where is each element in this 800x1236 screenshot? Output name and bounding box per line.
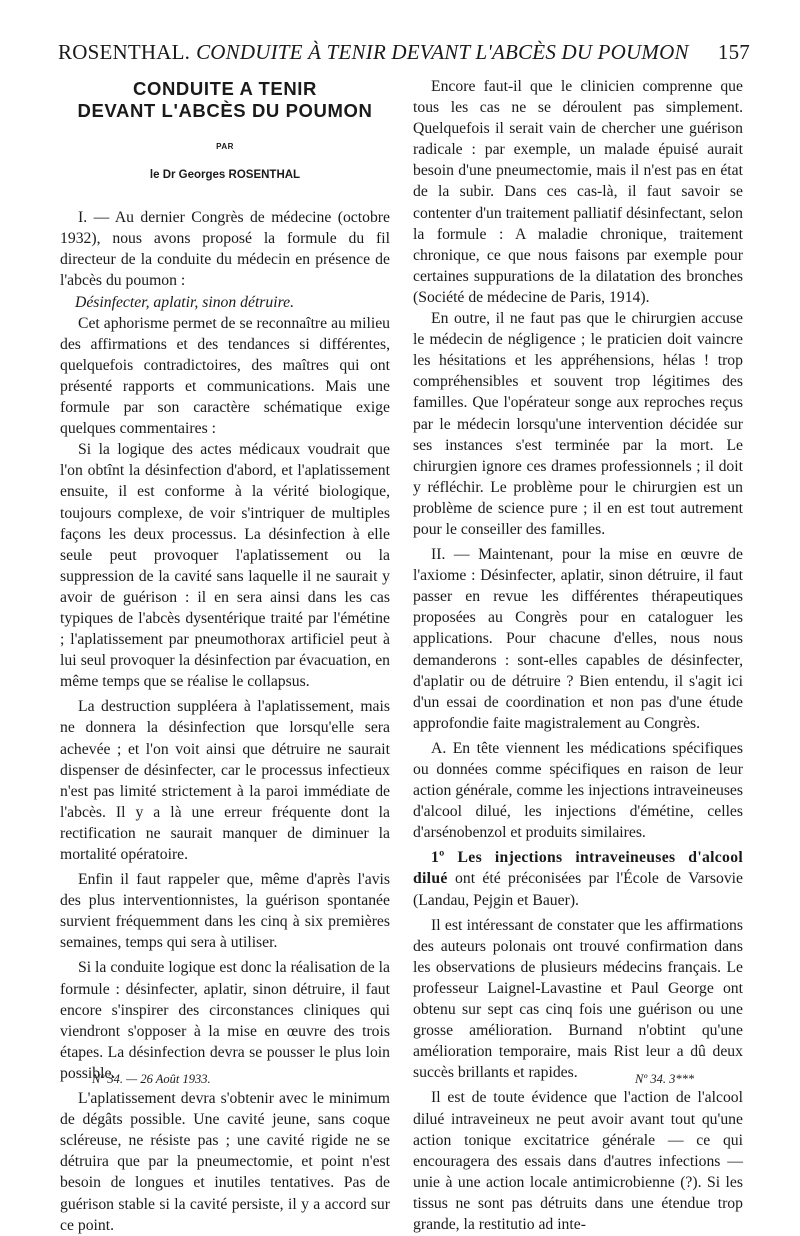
paragraph-text: ont été préconisées par l'École de Varsovie (Landau, Pejgin et Bauer). xyxy=(413,870,743,909)
footer-issue-date: Nº 34. — 26 Août 1933. xyxy=(92,1072,211,1086)
article-title-line-2: DEVANT L'ABCÈS DU POUMON xyxy=(77,100,373,121)
running-head-title: CONDUITE À TENIR DEVANT L'ABCÈS DU POUMON xyxy=(196,40,689,64)
article-title-line-1: CONDUITE A TENIR xyxy=(133,78,317,99)
paragraph: Enfin il faut rappeler que, même d'après l'avis des plus interventionnistes, la guérison spontanée survient fréquemment dans les cinq à six premières semaines, temps qui sera à utiliser. xyxy=(60,871,390,952)
paragraph: L'aplatissement devra s'obtenir avec le minimum de dégâts possible. Une cavité jeune, sans coque scléreuse, ne résiste pas ; une cavité rigide ne se détruira que par la pneumectomie, et point n'est besoin de longues et inutiles tentatives. Pas de guérison stable si la cavité persiste, il y a accord sur ce point. xyxy=(60,1090,390,1234)
running-head-author: ROSENTHAL. xyxy=(58,40,191,64)
running-head xyxy=(58,40,750,76)
article-title xyxy=(60,78,390,122)
page-number: 157 xyxy=(717,40,750,64)
paragraph: Cet aphorisme permet de se reconnaître au milieu des affirmations et des tendances si différentes, quelquefois contradictoires, des maîtres qui ont présenté rapports et communications. Mais une formule par son caractère schématique exige quelques commentaires : xyxy=(60,314,390,438)
paragraph: Il est intéressant de constater que les affirmations des auteurs polonais ont trouvé confirmation dans les observations de plusieurs médecins français. Le professeur Laignel-Lavastine et Paul George ont obtenu sur sept cas cinq fois une guérison ou une grosse amélioration. Burnand n'obtint qu'une amélioration temporaire, mais Rist leur a dû deux succès brillants et rapides. xyxy=(413,916,743,1082)
subsection-heading: 1º Les injections intraveineuses d'alcool dilué xyxy=(413,849,743,888)
paragraph: II. — Maintenant, pour la mise en œuvre de l'axiome : Désinfecter, aplatir, sinon détruire, il faut passer en revue les différentes thérapeutiques proposées au Congrès pour en cataloguer les applications. Pour chacune d'elles, nous nous demanderons : sont-elles capables de désinfecter, d'aplatir ou de détruire ? Bien entendu, il s'agit ici d'un essai de coordination et non pas d'une étude approfondie faite magistralement au Congrès. xyxy=(413,546,743,732)
formula-motto: Désinfecter, aplatir, sinon détruire. xyxy=(75,293,295,311)
paragraph: Si la logique des actes médicaux voudrait que l'on obtînt la désinfection d'abord, et l'aplatissement ensuite, il est conforme à la vérité biologique, toujours complexe, de voir s'intriquer de multiples façons les deux processus. La désinfection à elle seule peut provoquer l'aplatissement ou la suppression de la cavité sans laquelle il ne saurait y avoir de guérison : il en sera ainsi dans les cas typiques de l'abcès dysentérique traité par l'émétine ; l'aplatissement par pneumothorax artificiel peut à lui seul provoquer la désinfection par évacuation, en même temps que se réalise le collapsus. xyxy=(60,441,390,691)
par-label: PAR xyxy=(216,142,234,151)
paragraph: I. — Au dernier Congrès de médecine (octobre 1932), nous avons proposé la formule du fil directeur de la conduite du médecin en présence de l'abcès du poumon : xyxy=(60,209,390,290)
paragraph: En outre, il ne faut pas que le chirurgien accuse le médecin de négligence ; le praticien doit vaincre les hésitations et les appréhensions, hélas ! trop compréhensibles et souvent trop légitimes des familles. Que l'opérateur songe aux reproches reçus par le médecin lorsqu'une intervention décidée sur ses instances s'est terminée par la mort. Le chirurgien ignore ces drames professionnels ; il doit y réfléchir. Le problème pour le chirurgien est un problème de science pure ; il en est tout autrement pour le conseiller des familles. xyxy=(413,310,743,538)
author-byline: le Dr Georges ROSENTHAL xyxy=(149,169,301,182)
left-column xyxy=(60,76,390,1234)
paragraph: A. En tête viennent les médications spécifiques ou données comme spécifiques en raison de leur action générale, comme les injections intraveineuses d'alcool dilué, les injections d'émétine, celles d'arsénobenzol et produits similaires. xyxy=(413,739,743,842)
paragraph xyxy=(413,847,743,910)
right-column xyxy=(413,76,743,1233)
paragraph: La destruction suppléera à l'aplatissement, mais ne donnera la désinfection que lorsqu'elle sera achevée ; et l'on voit ainsi que détruire ne saurait dispenser de désinfecter, car le processus infectieux n'est pas limité strictement à la paroi immédiate de l'abcès. Il y a là une erreur fréquente dont la rectification ne saurait manquer de diminuer la mortalité opératoire. xyxy=(60,698,390,863)
footer-signature: Nº 34. 3*** xyxy=(635,1072,695,1086)
paragraph: Il est de toute évidence que l'action de l'alcool dilué intraveineux ne peut avoir avant tout qu'une action tonique excitatrice générale — ce qui encouragera des essais dans d'autres infections — unie à une action locale antimicrobienne (?). Si les tissus ne sont pas détruits dans une étendue trop grande, la restitutio ad inte- xyxy=(413,1089,743,1233)
paragraph: Encore faut-il que le clinicien comprenne que tous les cas ne se déroulent pas simplement. Quelquefois il serait vain de chercher une guérison radicale : par exemple, un malade épuisé aurait besoin d'une pneumectomie, mais il n'est pas en état de la subir. Dans ces cas-là, il faut savoir se contenter d'un traitement palliatif désinfectant, selon la formule : A maladie chronique, traitement chronique, ce que nous faisons par exemple pour certaines suppurations de la dilatation des bronches (Société de médecine de Paris, 1914). xyxy=(413,78,743,306)
paragraph: Si la conduite logique est donc la réalisation de la formule : désinfecter, aplatir, sinon détruire, il faut encore s'inspirer des circonstances cliniques qui viendront s'opposer à la mise en œuvre des trois étapes. La désinfection devra se pousser le plus loin possible. xyxy=(60,959,390,1082)
